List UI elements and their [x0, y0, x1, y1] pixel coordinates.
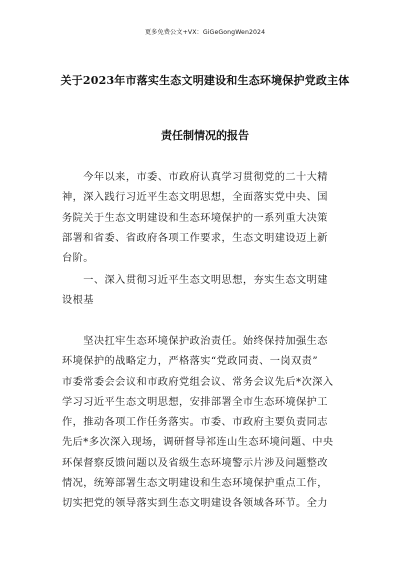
text-line: 先后*多次深入现场，调研督导祁连山生态环境问题、中央: [62, 437, 334, 449]
text-line: 环保督察反馈问题以及省级生态环境警示片涉及问题整改: [62, 457, 328, 469]
text-line: 部署和省委、省政府各项工作要求，生态文明建设迈上新: [62, 232, 328, 244]
paragraph-body-1: [62, 332, 354, 515]
text-line: 今年以来，市委、市政府认真学习贯彻党的二十大精: [62, 172, 328, 183]
text-line: 学习习近平生态文明思想，安排部署全市生态环境保护工: [62, 396, 328, 408]
paragraph-intro: [62, 168, 354, 269]
report-title-line-2: 责任制情况的报告: [161, 129, 249, 142]
text-line: 一、深入贯彻习近平生态文明思想，夯实生态文明建: [62, 275, 328, 286]
text-line: 市委常委会会议和市政府党组会议、常务会议先后*次深入: [62, 376, 334, 388]
section-heading-1: [62, 271, 354, 312]
report-title-line-1: 关于2023年市落实生态文明建设和生态环境保护党政主体: [60, 74, 350, 87]
text-line: 情况，统筹部署生态文明建设和生态环境保护重点工作，: [62, 478, 328, 490]
text-line: 设根基: [62, 295, 94, 307]
text-line: 神，深入践行习近平生态文明思想，全面落实党中央、国: [62, 192, 328, 204]
text-line: 台阶。: [62, 253, 94, 265]
text-line: 环境保护的战略定力，严格落实“党政同责、一岗双责”: [62, 356, 318, 368]
header-note: 更多免费公文+VX：GiGeGongWen2024: [144, 29, 266, 36]
text-line: 切实把党的领导落实到生态文明建设各领域各环节。全力: [62, 498, 328, 510]
text-line: 坚决扛牢生态环境保护政治责任。始终保持加强生态: [62, 336, 328, 347]
text-line: 务院关于生态文明建设和生态环境保护的一系列重大决策: [62, 212, 328, 224]
text-line: 作，推动各项工作任务落实。市委、市政府主要负责同志: [62, 417, 328, 429]
